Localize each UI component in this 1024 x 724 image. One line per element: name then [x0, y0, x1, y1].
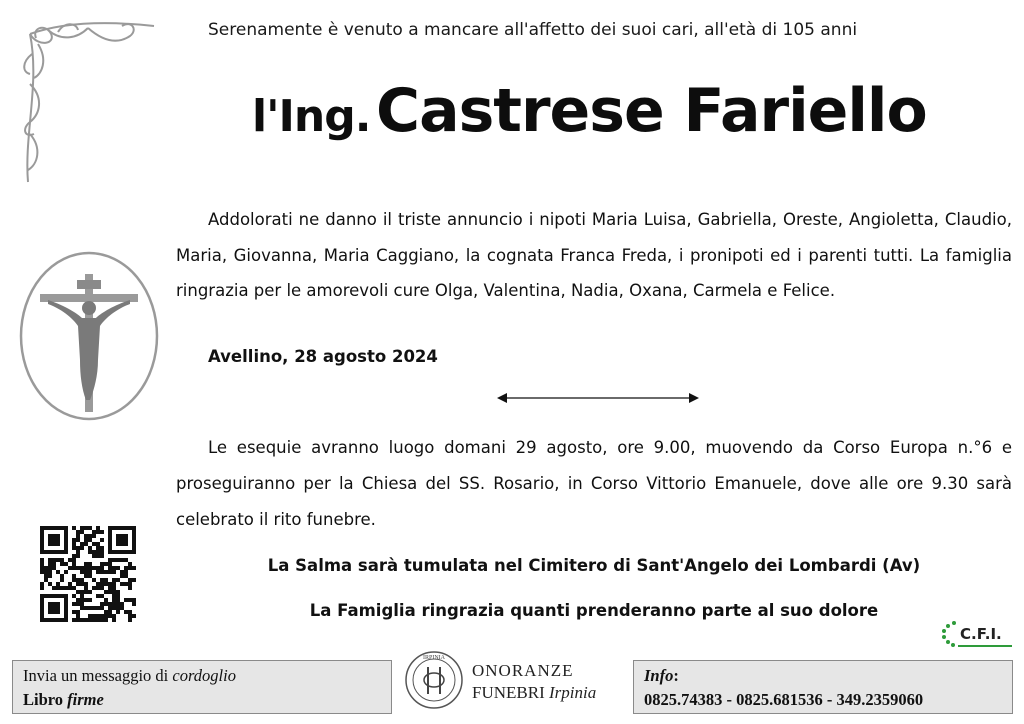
cfi-logo-text: C.F.I. — [960, 625, 1002, 643]
guestbook-label-italic: firme — [67, 690, 104, 709]
title-prefix: l'Ing. — [252, 91, 371, 142]
condolence-box[interactable] — [12, 660, 392, 714]
phone-numbers[interactable]: 0825.74383 - 0825.681536 - 349.2359060 — [644, 690, 924, 709]
burial-notice: La Salma sarà tumulata nel Cimitero di Sant'Angelo dei Lombardi (Av) — [267, 556, 921, 575]
info-colon: : — [673, 666, 679, 685]
info-heading — [644, 664, 1002, 688]
company-name-line2-italic: Irpinia — [548, 683, 597, 702]
place-date: Avellino, 28 agosto 2024 — [208, 347, 438, 366]
company-name-line1: ONORANZE — [472, 661, 574, 680]
company-logo-icon — [404, 650, 464, 710]
company-name-line2-prefix: FUNEBRI — [472, 683, 549, 702]
intro-text: Serenamente è venuto a mancare all'affetto dei suoi cari, all'età di 105 anni — [208, 20, 858, 40]
company-name — [472, 660, 596, 704]
qr-code-icon[interactable] — [40, 526, 136, 622]
send-condolence-link[interactable] — [23, 664, 381, 688]
cfi-logo-icon — [940, 618, 1016, 654]
crucifix-icon — [18, 250, 160, 422]
deceased-heading — [252, 76, 927, 146]
info-label: Info — [644, 666, 674, 685]
company-logo-text: IRPINIA — [423, 655, 445, 661]
deceased-name: Castrese Fariello — [376, 76, 927, 146]
info-box — [633, 660, 1013, 714]
condolence-label: Invia un messaggio di — [23, 666, 173, 685]
family-thanks: La Famiglia ringrazia quanti prenderanno parte al suo dolore — [309, 601, 879, 620]
guestbook-label: Libro — [23, 690, 68, 709]
company-name-line2 — [472, 682, 596, 704]
ornament-corner-icon — [18, 14, 158, 186]
condolence-label-italic: cordoglio — [172, 666, 236, 685]
funeral-details: Le esequie avranno luogo domani 29 agosto, ore 9.00, muovendo da Corso Europa n.°6 e proseguiranno per la Chiesa del SS. Rosario, in Corso Vittorio Emanuele, dove alle ore 9.30 sarà celebrato il rito funebre. — [176, 438, 1012, 529]
announcement-body: Addolorati ne danno il triste annuncio i nipoti Maria Luisa, Gabriella, Oreste, Angioletta, Claudio, Maria, Giovanna, Maria Caggiano, la cognata Franca Freda, i pronipoti ed i parenti tutti. La famiglia ringrazia per le amorevoli cure Olga, Valentina, Nadia, Oxana, Carmela e Felice. — [176, 210, 1012, 300]
double-arrow-icon — [497, 390, 699, 406]
guestbook-link[interactable] — [23, 688, 381, 712]
